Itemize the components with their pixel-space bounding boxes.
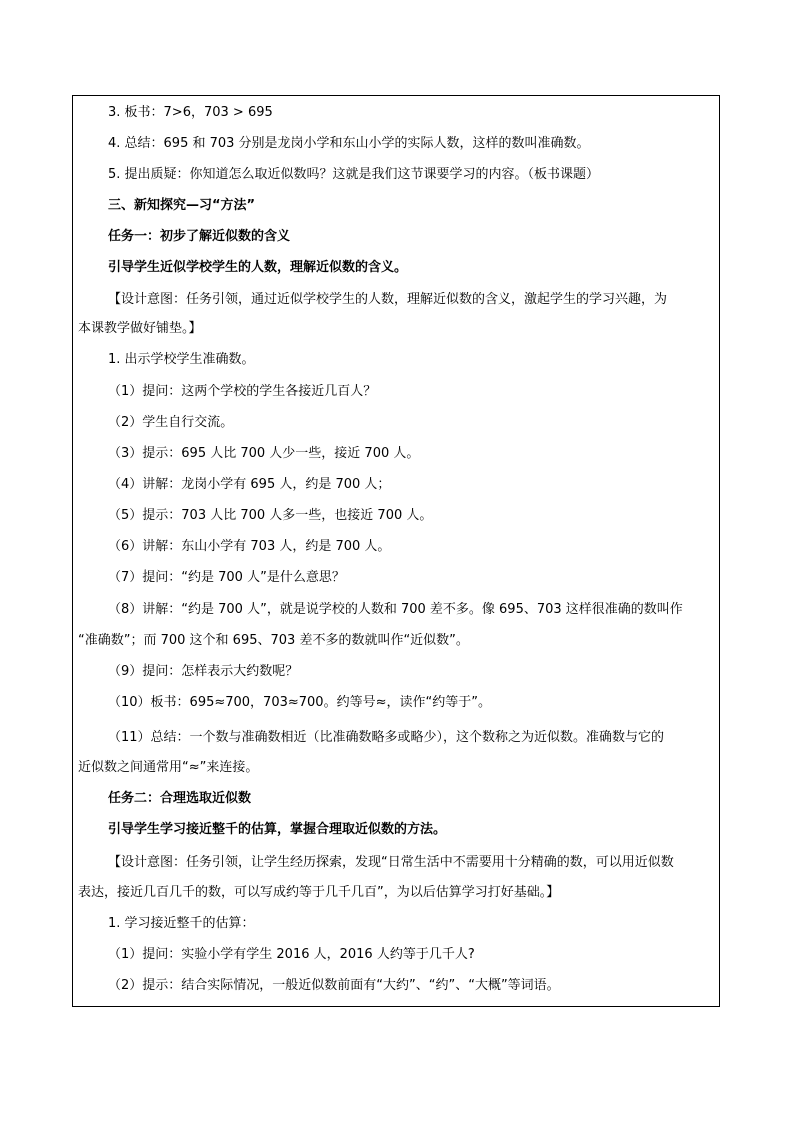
text-line-2: 4. 总结：695 和 703 分别是龙岗小学和东山小学的实际人数，这样的数叫准确数。	[108, 136, 590, 151]
step-1-1: （1）提问：这两个学校的学生各接近几百人？	[108, 384, 377, 399]
step-1-5: （5）提示：703 人比 700 人多一些，也接近 700 人。	[108, 508, 433, 523]
step-1-6: （6）讲解：东山小学有 703 人，约是 700 人。	[108, 539, 391, 554]
design-intent-2b: 表达，接近几百几千的数，可以写成约等于几千几百”，为以后估算学习打好基础。】	[78, 885, 560, 900]
task-one-guide: 引导学生近似学校学生的人数，理解近似数的含义。	[108, 260, 408, 275]
text-line-3: 5. 提出质疑：你知道怎么取近似数吗？这就是我们这节课要学习的内容。（板书课题）	[108, 167, 600, 182]
step-1-9: （9）提问：怎样表示大约数呢？	[108, 664, 299, 679]
step-1-2: （2）学生自行交流。	[108, 415, 234, 430]
step-1-8a: （8）讲解：“约是 700 人”，就是说学校的人数和 700 差不多。像 695、703 这样很准确的数叫作	[108, 602, 683, 617]
step-1-4: （4）讲解：龙岗小学有 695 人，约是 700 人；	[108, 477, 391, 492]
step-1-3: （3）提示：695 人比 700 人少一些，接近 700 人。	[108, 446, 420, 461]
step-1-7: （7）提问：“约是 700 人”是什么意思？	[108, 570, 345, 585]
step-1-8b: “准确数”；而 700 这个和 695、703 差不多的数就叫作“近似数”。	[78, 633, 469, 648]
step-1-10: （10）板书：695≈700，703≈700。约等号≈，读作“约等于”。	[108, 695, 491, 710]
design-intent-1a: 【设计意图：任务引领，通过近似学校学生的人数，理解近似数的含义，激起学生的学习兴趣，为	[108, 292, 668, 307]
task-one-heading: 任务一：初步了解近似数的含义	[108, 229, 291, 244]
text-line-1: 3. 板书：7>6，703 > 695	[108, 105, 273, 120]
design-intent-2a: 【设计意图：任务引领，让学生经历探索，发现“日常生活中不需要用十分精确的数，可以用近似数	[108, 855, 674, 870]
step-1-11a: （11）总结：一个数与准确数相近（比准确数略多或略少），这个数称之为近似数。准确数与它的	[108, 730, 665, 745]
task-two-guide: 引导学生学习接近整千的估算，掌握合理取近似数的方法。	[108, 822, 447, 837]
step-2-1: （1）提问：实验小学有学生 2016 人，2016 人约等于几千人?	[108, 947, 475, 962]
section-heading: 三、新知探究—习“方法”	[108, 198, 256, 213]
step-2-2: （2）提示：结合实际情况，一般近似数前面有“大约”、“约”、“大概”等词语。	[108, 978, 560, 993]
design-intent-1b: 本课教学做好铺垫。】	[78, 321, 202, 336]
task-two-heading: 任务二：合理选取近似数	[108, 791, 252, 806]
step-1-11b: 近似数之间通常用“≈”来连接。	[78, 760, 259, 775]
step-1: 1. 出示学校学生准确数。	[108, 352, 255, 367]
step-2: 1. 学习接近整千的估算：	[108, 916, 255, 931]
